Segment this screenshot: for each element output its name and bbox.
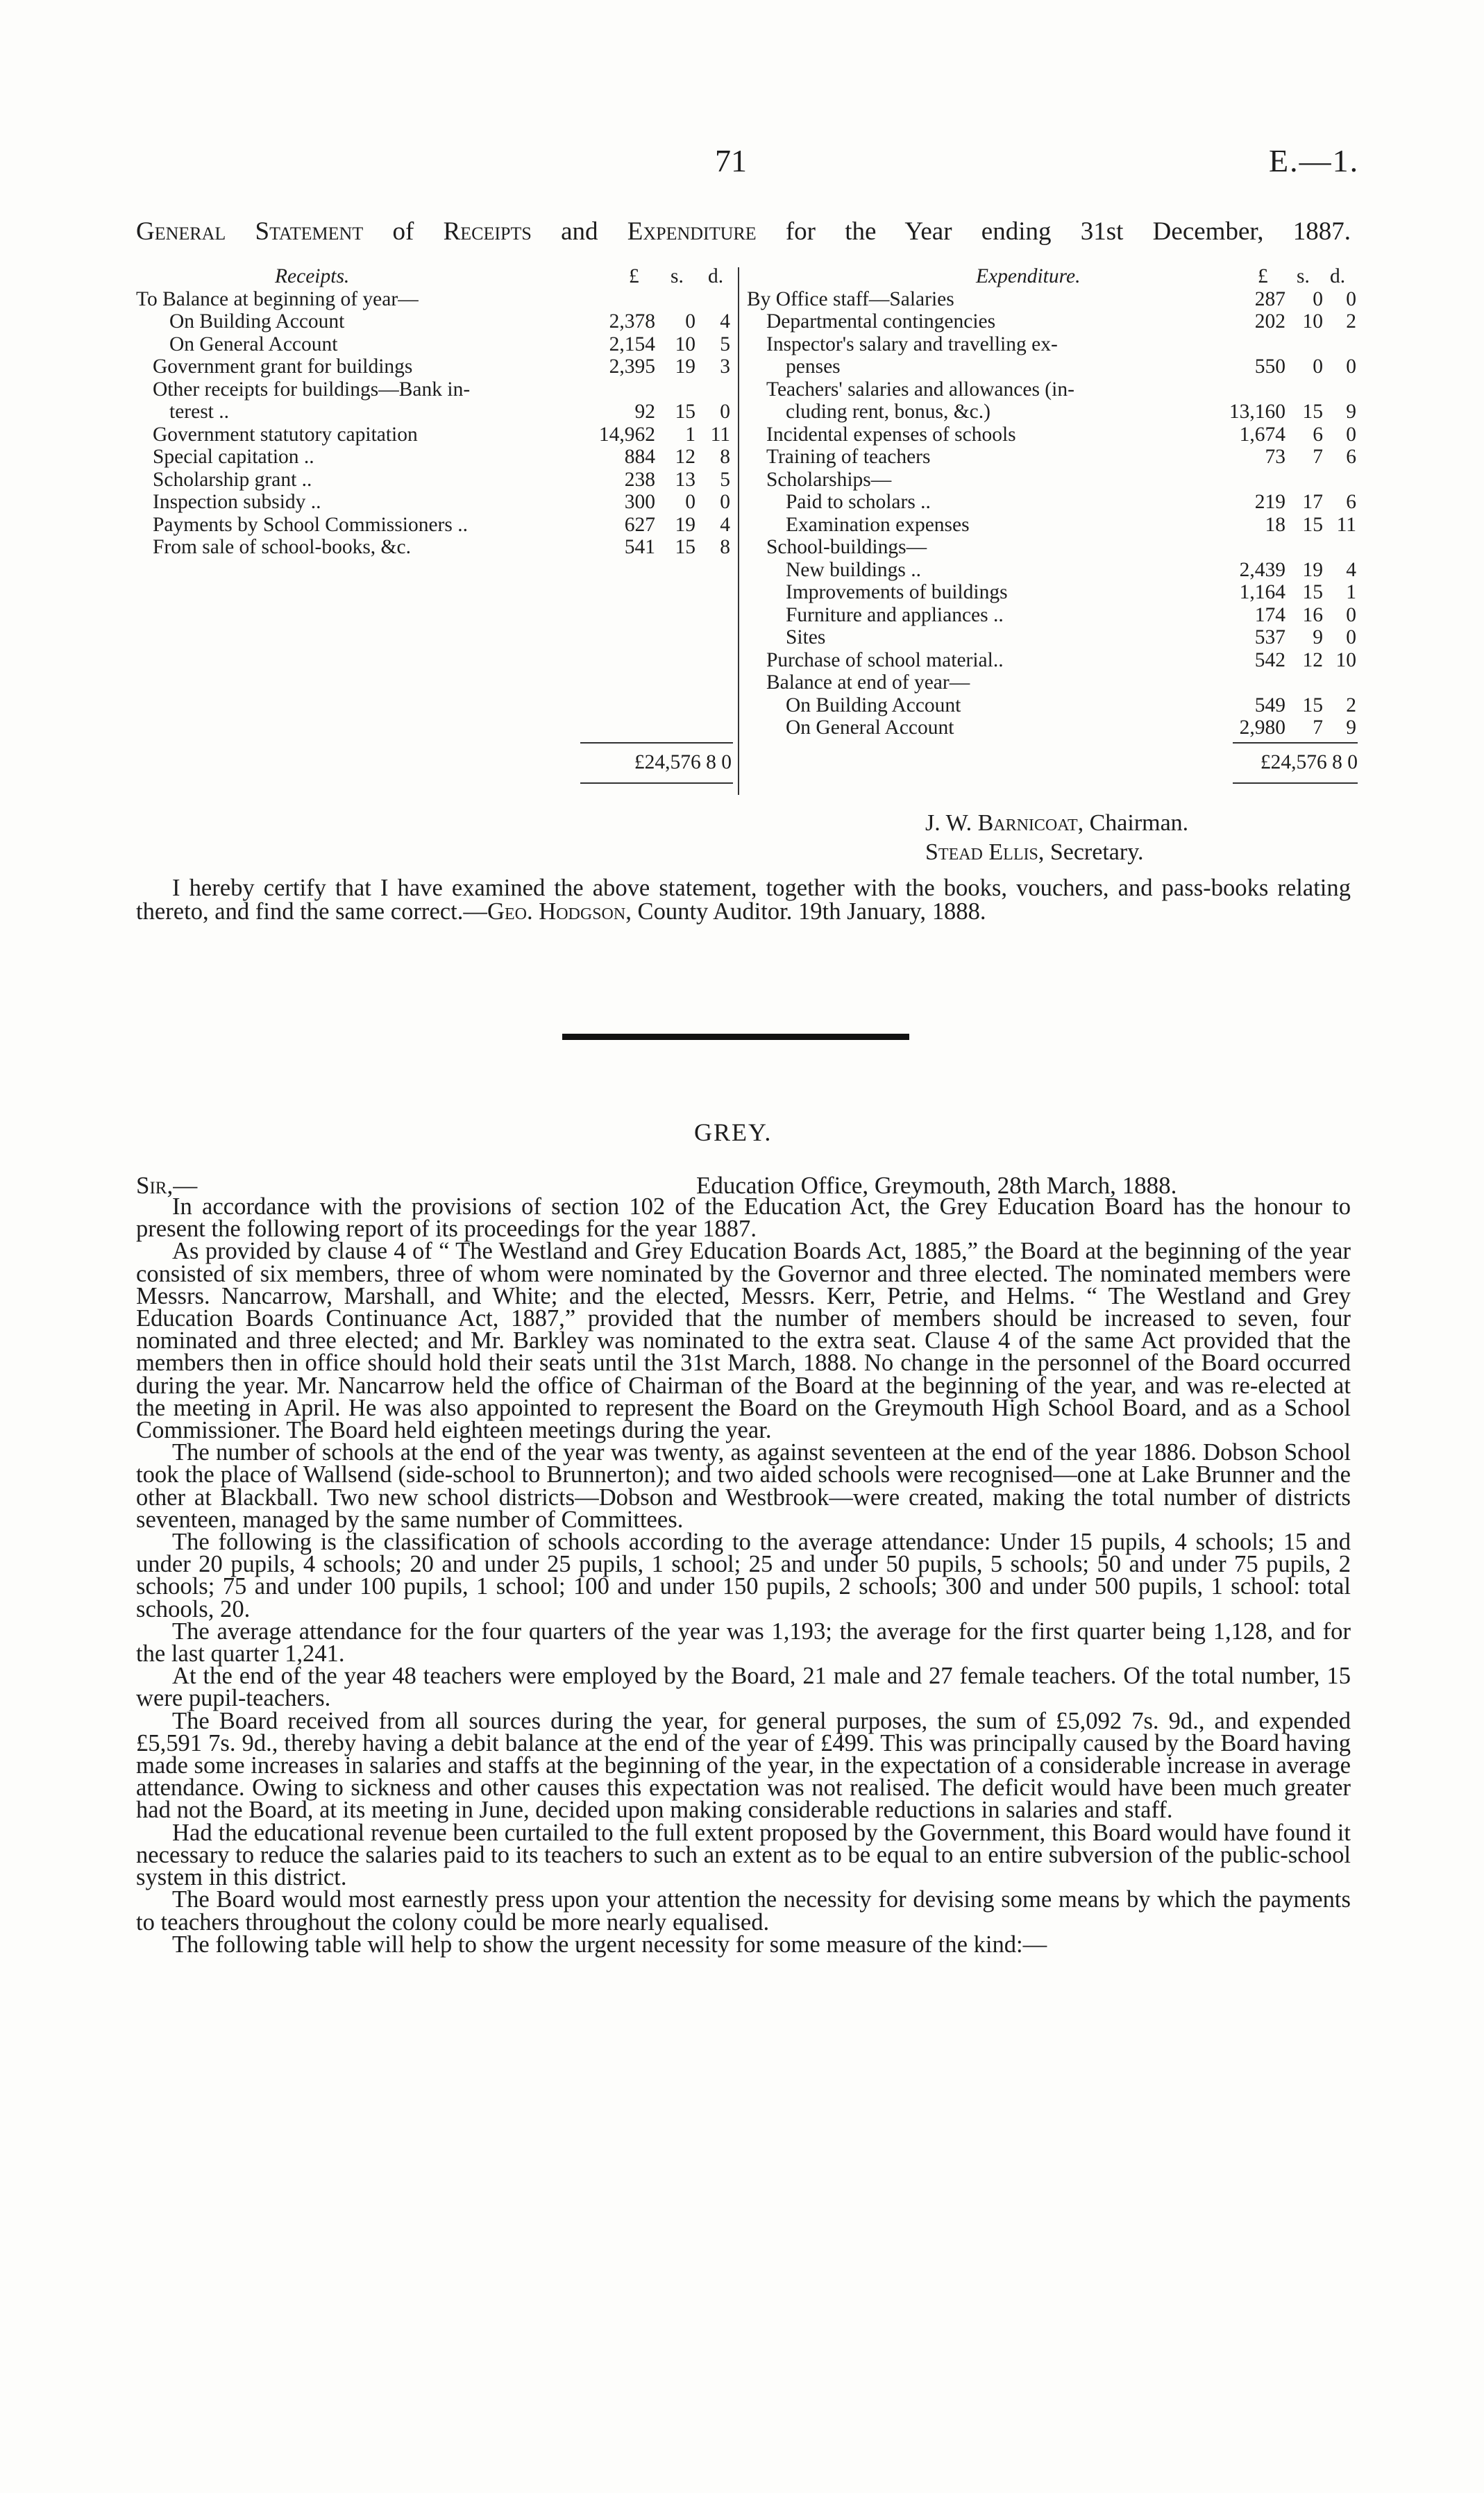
pounds-value: 537 (1254, 626, 1285, 648)
shillings-value: 13 (675, 468, 695, 491)
statement-row (136, 288, 733, 310)
report-paragraph: The Board would most earnestly press upon your attention the necessity for devising some means by which the payments to teachers throughout the colony could be more nearly equalised. (136, 1886, 1351, 1936)
pence-value: 0 (720, 491, 730, 513)
shillings-value: 19 (675, 513, 695, 536)
row-label: To Balance at beginning of year— (136, 287, 419, 310)
statement-row (747, 491, 1358, 513)
heading-part: Receipts (443, 217, 532, 246)
pounds-value: 2,980 (1239, 716, 1285, 739)
report-paragraph: The Board received from all sources during the year, for general purposes, the sum of £5,092 7s. 9d., and expended £5,591 7s. 9d., thereby having a debit balance at the end of the year of £499. This was principally caused by the Board having made some increases in salaries and staffs at the beginning of the year, in the expectation of a considerable increase in average attendance. Owing to sickness and other causes this expectation was not realised. The deficit would have been much greater had not the Board, at its meeting in June, decided upon making considerable reductions in salaries and staff. (136, 1707, 1351, 1824)
pence-value: 0 (720, 401, 730, 423)
statement-row (747, 288, 1358, 310)
row-label: Teachers' salaries and allowances (in- (766, 378, 1074, 401)
shillings-value: 10 (675, 333, 695, 355)
pence-value: 8 (720, 536, 730, 558)
column-divider (738, 267, 739, 795)
row-label: By Office staff—Salaries (747, 287, 954, 310)
pence-value: 11 (1336, 513, 1356, 536)
page-number: 71 (715, 143, 747, 178)
statement-row (136, 536, 733, 558)
row-label: On Building Account (786, 694, 961, 716)
pounds-value: 14,962 (598, 423, 655, 446)
report-paragraph: The following is the classification of schools according to the average attendance: Under 15 pupils, 4 schools; 15 and under 20 pupils, 4 schools; 20 and under 25 pupils, 1 school; 25 and under 50 pupils, 5 schools; 50 and under 75 pupils, 2 schools; 75 and under 100 pupils, 1 school; 100 and under 150 pupils, 2 schools; 300 and under 500 pupils, 1 school: total schools, 20. (136, 1529, 1351, 1622)
row-label: Other receipts for buildings—Bank in- (153, 378, 471, 401)
row-label: From sale of school-books, &c. (153, 536, 411, 558)
shillings-value: 15 (675, 401, 695, 423)
heading-part: General Statement (136, 217, 364, 246)
shillings-value: 16 (1302, 603, 1323, 626)
shillings-value: 0 (1313, 355, 1323, 378)
statement-row (747, 514, 1358, 536)
section-title: GREY. (694, 1118, 773, 1146)
shillings-value: 7 (1313, 716, 1323, 739)
report-paragraph: The following table will help to show the urgent necessity for some measure of the kind:— (172, 1931, 1047, 1958)
row-label: Paid to scholars .. (786, 491, 931, 513)
salutation-text: Sir,— (136, 1172, 198, 1199)
shillings-value: 7 (1313, 446, 1323, 468)
shillings-value: 15 (1302, 513, 1323, 536)
pence-value: 5 (720, 468, 730, 491)
statement-row (136, 446, 733, 468)
statement-row (747, 469, 1358, 491)
row-label: cluding rent, bonus, &c.) (786, 401, 990, 423)
pence-value: 3 (720, 355, 730, 378)
row-label: Government grant for buildings (153, 355, 413, 378)
certification-text: , County Auditor. 19th January, 1888. (625, 898, 986, 925)
document-reference: E.—1. (1269, 143, 1360, 178)
statement-row (747, 423, 1358, 446)
row-label: Furniture and appliances .. (786, 603, 1004, 626)
statement-row (747, 446, 1358, 468)
row-label: Payments by School Commissioners .. (153, 513, 468, 536)
statement-row (136, 491, 733, 513)
report-paragraph: At the end of the year 48 teachers were employed by the Board, 21 male and 27 female teachers. Of the total number, 15 were pupil-teachers. (136, 1663, 1351, 1712)
row-label: Training of teachers (766, 446, 931, 468)
pounds-value: 1,164 (1239, 581, 1285, 603)
auditor-name: Geo. Hodgson (487, 898, 626, 925)
shillings-value: 17 (1302, 491, 1323, 513)
row-label: Government statutory capitation (153, 423, 418, 446)
pounds-value: 202 (1254, 310, 1285, 333)
statement-row (747, 559, 1358, 581)
shillings-value: 0 (685, 310, 695, 333)
row-label: On General Account (169, 333, 338, 355)
statement-heading (136, 217, 1351, 246)
row-label: Departmental contingencies (766, 310, 996, 333)
statement-row (136, 514, 733, 536)
pounds-value: 2,378 (609, 310, 655, 333)
heading-part: and (531, 217, 627, 246)
shillings-value: 6 (1313, 423, 1323, 446)
shillings-header: s. (671, 265, 684, 287)
pounds-value: 13,160 (1229, 401, 1285, 423)
heading-part: Expenditure (627, 217, 757, 246)
pence-value: 0 (1346, 423, 1356, 446)
pounds-value: 884 (624, 446, 655, 468)
pounds-header: £ (629, 265, 639, 287)
report-paragraph: In accordance with the provisions of section 102 of the Education Act, the Grey Education Board has the honour to present the following report of its proceedings for the year 1887. (136, 1193, 1351, 1243)
expenditure-total: £24,576 8 0 (1260, 751, 1358, 773)
pence-value: 1 (1346, 581, 1356, 603)
row-label: Special capitation .. (153, 446, 314, 468)
report-paragraph: The number of schools at the end of the year was twenty, as against seventeen at the end of the year 1886. Dobson School took the place of Wallsend (side-school to Brunnerton); and two aided schools were recognised—one at Lake Brunner and the other at Blackball. Two new school districts—Dobson and Westbrook—were created, making the total number of districts seventeen, managed by the same number of Committees. (136, 1439, 1351, 1533)
pounds-value: 92 (634, 401, 655, 423)
statement-row (747, 581, 1358, 603)
pence-value: 9 (1346, 401, 1356, 423)
report-paragraph: Had the educational revenue been curtailed to the full extent proposed by the Government, this Board would have found it necessary to reduce the salaries paid to its teachers to such an extent as to be equal to an entire subversion of the public-school system in this district. (136, 1819, 1351, 1891)
pounds-value: 541 (624, 536, 655, 558)
shillings-value: 10 (1302, 310, 1323, 333)
row-label: Scholarship grant .. (153, 468, 312, 491)
row-label: Purchase of school material.. (766, 648, 1004, 671)
statement-row (747, 333, 1358, 355)
pounds-value: 300 (624, 491, 655, 513)
shillings-value: 15 (1302, 401, 1323, 423)
pence-value: 2 (1346, 694, 1356, 716)
statement-row (136, 333, 733, 355)
report-paragraph: The average attendance for the four quarters of the year was 1,193; the average for the first quarter being 1,128, and for the last quarter 1,241. (136, 1618, 1351, 1668)
pence-value: 4 (1346, 558, 1356, 581)
statement-row (136, 378, 733, 401)
pounds-value: 627 (624, 513, 655, 536)
statement-row (136, 310, 733, 333)
statement-row (747, 378, 1358, 401)
statement-row (747, 310, 1358, 333)
pounds-value: 238 (624, 468, 655, 491)
pounds-value: 174 (1254, 603, 1285, 626)
shillings-value: 19 (675, 355, 695, 378)
expenditure-header: Expenditure. (976, 265, 1081, 287)
report-body (136, 1195, 1351, 1956)
statement-row (747, 626, 1358, 648)
pence-value: 0 (1346, 603, 1356, 626)
statement-row (136, 401, 733, 423)
shillings-value: 0 (1313, 287, 1323, 310)
pence-value: 0 (1346, 287, 1356, 310)
statement-row (747, 355, 1358, 378)
shillings-header: s. (1297, 265, 1310, 287)
row-label: School-buildings— (766, 536, 927, 558)
statement-row (747, 671, 1358, 694)
heading-part: of (363, 217, 444, 246)
total-rule (580, 742, 733, 744)
row-label: On General Account (786, 716, 954, 739)
pence-header: d. (708, 265, 724, 287)
statement-row (747, 536, 1358, 558)
row-label: Inspector's salary and travelling ex- (766, 333, 1058, 355)
pence-value: 10 (1335, 648, 1356, 671)
statement-row (747, 401, 1358, 423)
pence-value: 4 (720, 310, 730, 333)
pence-value: 2 (1346, 310, 1356, 333)
pounds-value: 550 (1254, 355, 1285, 378)
pence-header: d. (1330, 265, 1346, 287)
receipts-total: £24,576 8 0 (634, 751, 732, 773)
pounds-value: 73 (1265, 446, 1285, 468)
total-rule (580, 782, 733, 784)
total-rule (1233, 742, 1358, 744)
certification-text: I hereby certify that I have examined the above statement, together with the books, vouchers, and pass-books relating thereto, and find the same correct.— (136, 875, 1351, 925)
shillings-value: 12 (675, 446, 695, 468)
pence-value: 0 (1346, 626, 1356, 648)
pence-value: 5 (720, 333, 730, 355)
pence-value: 8 (720, 446, 730, 468)
pence-value: 6 (1346, 491, 1356, 513)
row-label: Incidental expenses of schools (766, 423, 1016, 446)
statement-row (747, 604, 1358, 626)
pounds-value: 287 (1254, 287, 1285, 310)
heading-part: for the Year ending 31st December, 1887. (756, 217, 1351, 246)
row-label: On Building Account (169, 310, 345, 333)
pence-value: 6 (1346, 446, 1356, 468)
pence-value: 9 (1346, 716, 1356, 739)
row-label: New buildings .. (786, 558, 922, 581)
statement-row (747, 694, 1358, 716)
row-label: Sites (786, 626, 826, 648)
pence-value: 11 (710, 423, 730, 446)
shillings-value: 12 (1302, 648, 1323, 671)
pounds-header: £ (1258, 265, 1268, 287)
section-divider (562, 1034, 909, 1040)
shillings-value: 19 (1302, 558, 1323, 581)
certification (136, 876, 1351, 923)
shillings-value: 1 (685, 423, 695, 446)
row-label: Examination expenses (786, 513, 970, 536)
dateline: Education Office, Greymouth, 28th March, 1888. (696, 1172, 1177, 1199)
signature-chairman (925, 809, 1188, 838)
shillings-value: 15 (1302, 694, 1323, 716)
statement-row (136, 469, 733, 491)
statement-row (136, 355, 733, 378)
total-rule (1233, 782, 1358, 784)
statement-row (747, 649, 1358, 671)
pounds-value: 1,674 (1239, 423, 1285, 446)
pounds-value: 542 (1254, 648, 1285, 671)
pounds-value: 2,154 (609, 333, 655, 355)
pence-value: 0 (1346, 355, 1356, 378)
pounds-value: 549 (1254, 694, 1285, 716)
pounds-value: 18 (1265, 513, 1285, 536)
report-paragraph: As provided by clause 4 of “ The Westland and Grey Education Boards Act, 1885,” the Board at the beginning of the year consisted of six members, three of whom were nominated by the Governor and three elected. The nominated members were Messrs. Nancarrow, Marshall, and White; and the elected, Messrs. Kerr, Petrie, and Helms. “ The Westland and Grey Education Boards Continuance Act, 1887,” provided that the number of members should be increased to seven, four nominated and three elected; and Mr. Barkley was nominated to the extra seat. Clause 4 of the same Act provided that the members then in office should hold their seats until the 31st March, 1888. No change in the personnel of the Board occurred during the year. Mr. Nancarrow held the office of Chairman of the Board at the beginning of the year, and was re-elected at the meeting in April. He was also appointed to represent the Board on the Greymouth High School Board, and as a School Commissioner. The Board held eighteen meetings during the year. (136, 1238, 1351, 1444)
receipts-header: Receipts. (275, 265, 350, 287)
shillings-value: 9 (1313, 626, 1323, 648)
row-label: penses (786, 355, 841, 378)
statement-row (747, 716, 1358, 739)
row-label: terest .. (169, 401, 230, 423)
signature-name: J. W. Barnicoat (925, 810, 1078, 836)
signature-role: , Secretary. (1038, 839, 1144, 865)
shillings-value: 15 (675, 536, 695, 558)
row-label: Scholarships— (766, 468, 892, 491)
row-label: Inspection subsidy .. (153, 491, 321, 513)
pounds-value: 2,439 (1239, 558, 1285, 581)
shillings-value: 0 (685, 491, 695, 513)
row-label: Improvements of buildings (786, 581, 1008, 603)
pounds-value: 2,395 (609, 355, 655, 378)
pounds-value: 219 (1254, 491, 1285, 513)
signature-name: Stead Ellis (925, 839, 1038, 865)
row-label: Balance at end of year— (766, 671, 970, 694)
pence-value: 4 (720, 513, 730, 536)
signature-secretary (925, 838, 1143, 867)
statement-row (136, 423, 733, 446)
shillings-value: 15 (1302, 581, 1323, 603)
signature-role: , Chairman. (1077, 810, 1189, 836)
